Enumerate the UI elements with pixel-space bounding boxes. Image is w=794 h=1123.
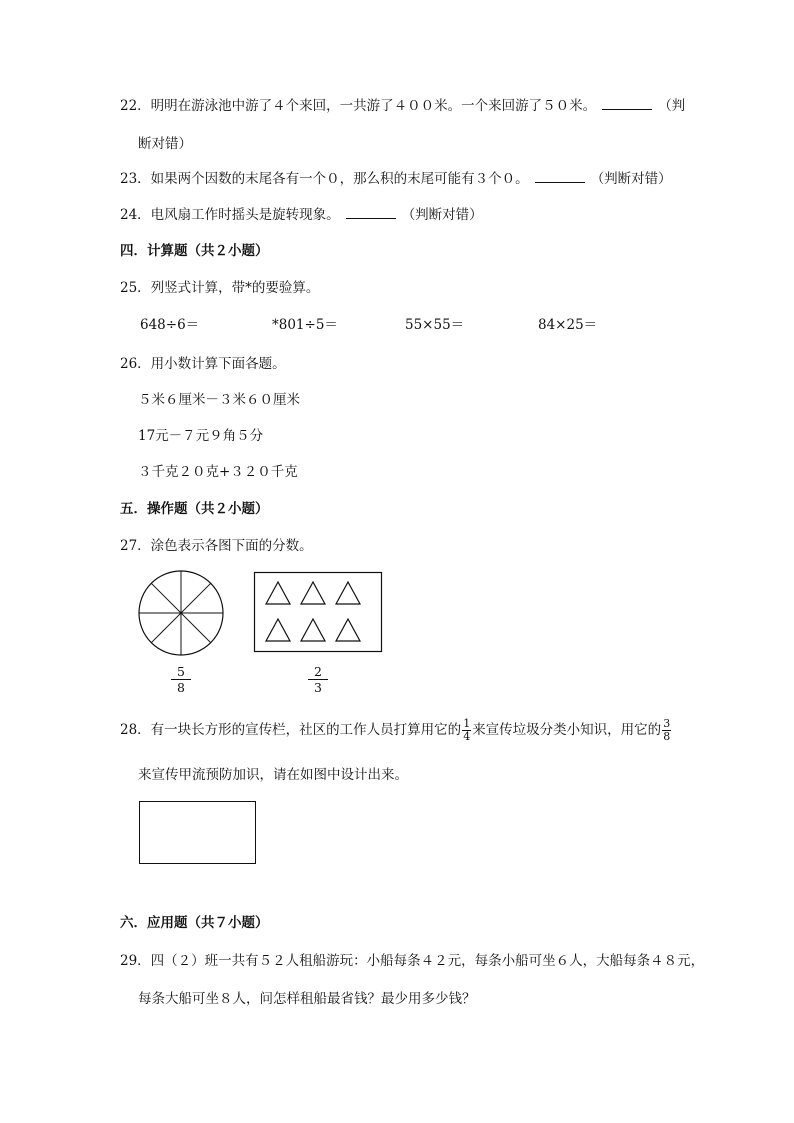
- circle-fraction-denominator: 8: [177, 680, 185, 695]
- question-28: [120, 715, 672, 745]
- answer-blank-22[interactable]: [602, 97, 652, 110]
- calc-item: 648÷6＝: [140, 317, 200, 333]
- question-28-text-b: 来宣传垃圾分类小知识，用它的: [472, 722, 662, 738]
- question-23-suffix: （判断对错）: [590, 171, 672, 187]
- fraction-one-quarter: [462, 718, 471, 743]
- fraction-numerator: 3: [663, 717, 671, 730]
- section-5-heading: 五．操作题（共２小题）: [120, 501, 269, 517]
- triangle-shape[interactable]: [301, 582, 325, 604]
- triangle-figure[interactable]: [254, 572, 382, 652]
- question-27: 27．涂色表示各图下面的分数。: [120, 538, 313, 554]
- circle-figure[interactable]: [138, 570, 224, 656]
- decimal-item: 17元－７元９角５分: [138, 428, 264, 444]
- question-24: [120, 206, 483, 224]
- fraction-denominator: 8: [663, 730, 671, 743]
- question-24-text: 24．电风扇工作时摇头是旋转现象。: [120, 207, 340, 223]
- question-22-text: 22．明明在游泳池中游了４个来回，一共游了４００米。一个来回游了５０米。: [120, 98, 597, 114]
- fraction-three-eighths: [662, 718, 671, 743]
- triangle-shape[interactable]: [266, 619, 290, 641]
- question-25: 25．列竖式计算，带*的要验算。: [120, 280, 320, 296]
- question-29: 29．四（２）班一共有５２人租船游玩：小船每条４２元，每条小船可坐６人，大船每条４８元，: [120, 953, 705, 969]
- decimal-item: ３千克２０克+３２０千克: [138, 464, 298, 480]
- question-23: [120, 170, 672, 188]
- fraction-numerator: 1: [463, 717, 471, 730]
- circle-fraction-label: [171, 665, 191, 694]
- triangle-shape[interactable]: [266, 582, 290, 604]
- question-28-text-a: 28．有一块长方形的宣传栏，社区的工作人员打算用它的: [120, 722, 462, 738]
- calc-item: 55×55＝: [405, 317, 465, 333]
- question-29-continuation: 每条大船可坐８人，问怎样租船最省钱？最少用多少钱？: [138, 991, 476, 1007]
- circle-fraction-numerator: 5: [171, 665, 191, 680]
- question-22-suffix: （判: [658, 98, 686, 114]
- question-26: 26．用小数计算下面各题。: [120, 356, 286, 372]
- section-6-heading: 六．应用题（共７小题）: [120, 915, 269, 931]
- question-28-continuation: 来宣传甲流预防加识，请在如图中设计出来。: [138, 767, 408, 783]
- question-22-continuation: 断对错）: [138, 136, 192, 152]
- triangle-fraction-denominator: 3: [314, 680, 322, 695]
- triangle-shape[interactable]: [336, 582, 360, 604]
- triangle-shape[interactable]: [336, 619, 360, 641]
- bulletin-board-rectangle[interactable]: [139, 801, 256, 864]
- decimal-item: ５米６厘米－３米６０厘米: [138, 392, 300, 408]
- question-24-suffix: （判断对错）: [401, 207, 483, 223]
- triangle-shape[interactable]: [301, 619, 325, 641]
- calc-item: 84×25＝: [538, 317, 598, 333]
- answer-blank-23[interactable]: [535, 170, 585, 183]
- question-22: [120, 97, 685, 115]
- section-4-heading: 四．计算题（共２小题）: [120, 243, 269, 259]
- answer-blank-24[interactable]: [346, 206, 396, 219]
- question-23-text: 23．如果两个因数的末尾各有一个０，那么积的末尾可能有３个０。: [120, 171, 529, 187]
- triangle-fraction-label: [308, 665, 328, 694]
- calc-item: *801÷5＝: [272, 317, 338, 333]
- triangle-fraction-numerator: 2: [308, 665, 328, 680]
- fraction-denominator: 4: [463, 730, 471, 743]
